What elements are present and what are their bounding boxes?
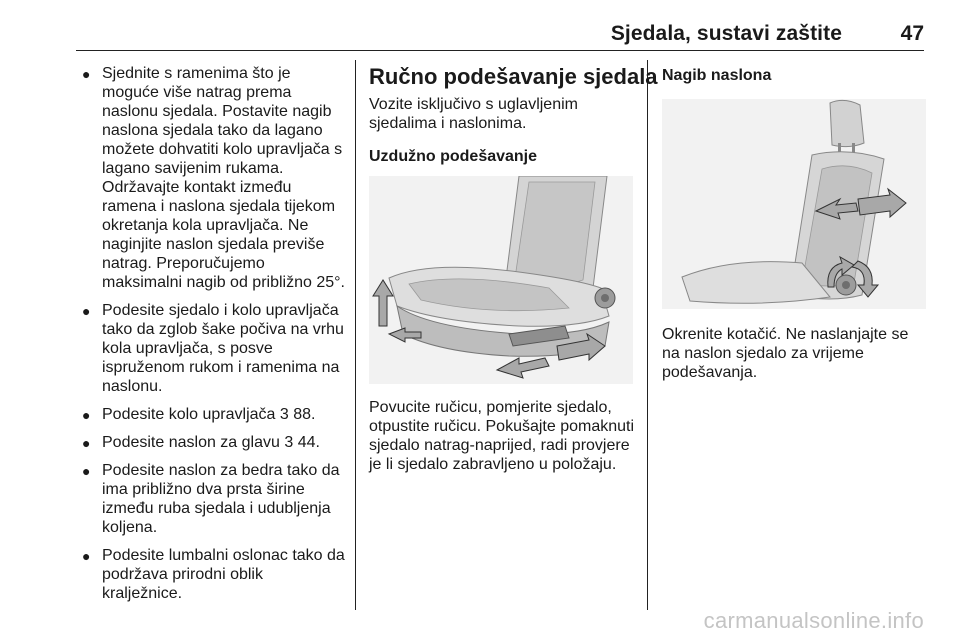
bullet-icon: ● xyxy=(82,66,91,82)
list-item xyxy=(78,433,346,452)
subsection-title-longitudinal: Uzdužno podešavanje xyxy=(369,148,538,165)
bullet-list xyxy=(78,64,346,603)
list-item-text: Podesite naslon za glavu 3 44. xyxy=(102,434,320,451)
list-item-text: Podesite sjedalo i kolo upravljača tako da zglob šake počiva na vrhu kola upravljača, s posve ispruženom rukom i ramenima na naslonu. xyxy=(102,302,344,395)
list-item xyxy=(78,64,346,292)
bullet-icon: ● xyxy=(82,435,91,451)
list-item-text: Podesite kolo upravljača 3 88. xyxy=(102,406,316,423)
seat-fore-aft-illustration xyxy=(369,176,633,384)
list-item xyxy=(78,301,346,396)
list-item-text: Podesite naslon za bedra tako da ima približno dva prsta širine između ruba sjedala i udubljenja koljena. xyxy=(102,462,340,536)
watermark: carmanualsonline.info xyxy=(703,608,924,633)
list-item-text: Podesite lumbalni oslonac tako da podržava prirodni oblik kralježnice. xyxy=(102,547,345,602)
right-column xyxy=(662,64,930,382)
page-number: 47 xyxy=(900,22,924,45)
middle-column xyxy=(369,64,658,474)
list-item xyxy=(78,546,346,603)
list-item xyxy=(78,461,346,537)
bullet-icon: ● xyxy=(82,548,91,564)
recline-caption: Okrenite kotačić. Ne naslanjajte se na naslon sjedalo za vrijeme podešavanja. xyxy=(662,326,909,381)
fore-aft-caption: Povucite ručicu, pomjerite sjedalo, otpustite ručicu. Pokušajte pomaknuti sjedalo natrag-naprijed, radi provjere je li sjedalo zabravljeno u položaju. xyxy=(369,399,635,473)
column-divider-right xyxy=(647,60,648,610)
section-title: Ručno podešavanje sjedala xyxy=(369,64,658,89)
header-divider xyxy=(76,50,924,51)
column-divider-left xyxy=(355,60,356,610)
page-header-title: Sjedala, sustavi zaštite xyxy=(610,22,842,45)
list-item-text: Sjednite s ramenima što je moguće više natrag prema naslonu sjedala. Postavite nagib naslona sjedala tako da lagano možete dohvatiti kolo upravljača s lagano savijenim rukama. Održavajte kontakt između ramena i naslona sjedala tijekom okretanja kola upravljača. Ne naginjite naslon sjedala previše natrag. Preporučujemo maksimalni nagib od približno 25°. xyxy=(102,65,345,291)
bullet-icon: ● xyxy=(82,303,91,319)
bullet-icon: ● xyxy=(82,407,91,423)
left-column xyxy=(78,64,346,612)
seat-recline-illustration xyxy=(662,99,926,309)
bullet-icon: ● xyxy=(82,463,91,479)
intro-text: Vozite isključivo s uglavljenim sjedalima i naslonima. xyxy=(369,96,578,132)
list-item xyxy=(78,405,346,424)
subsection-title-recline: Nagib naslona xyxy=(662,67,772,84)
